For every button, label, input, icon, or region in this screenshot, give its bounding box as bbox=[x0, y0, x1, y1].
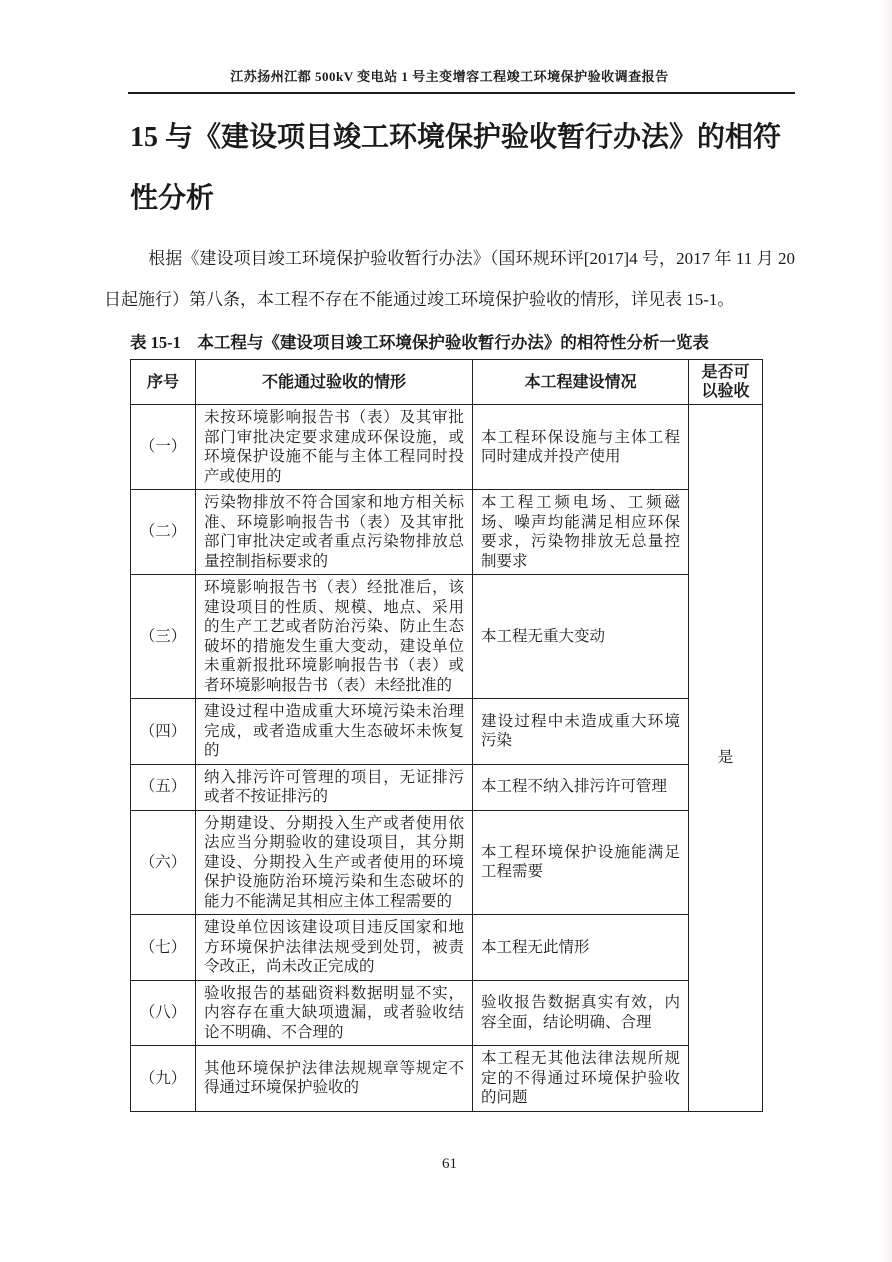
running-header: 江苏扬州江都 500kV 变电站 1 号主变增容工程竣工环境保护验收调查报告 bbox=[230, 69, 669, 84]
status-cell: 本工程无其他法律法规所规定的不得通过环境保护验收的问题 bbox=[473, 1046, 689, 1112]
table-row bbox=[131, 575, 763, 699]
situation-cell: 其他环境保护法律法规规章等规定不得通过环境保护验收的 bbox=[196, 1046, 473, 1112]
row-index-cell: （三） bbox=[131, 575, 196, 699]
table-row bbox=[131, 699, 763, 765]
row-index-cell: （四） bbox=[131, 699, 196, 765]
intro-paragraph: 根据《建设项目竣工环境保护验收暂行办法》（国环规环评[2017]4 号，2017 年 11 月 20 日起施行）第八条，本工程不存在不能通过竣工环境保护验收的情形，详见表 15-1。 bbox=[104, 249, 795, 309]
column-header-situation: 不能通过验收的情形 bbox=[196, 360, 473, 405]
table-caption: 表 15-1 本工程与《建设项目竣工环境保护验收暂行办法》的相符性分析一览表 bbox=[130, 333, 709, 352]
row-index-cell: （九） bbox=[131, 1046, 196, 1112]
situation-cell: 污染物排放不符合国家和地方相关标准、环境影响报告书（表）及其审批部门审批决定或者重点污染物排放总量控制指标要求的 bbox=[196, 490, 473, 575]
situation-cell: 纳入排污许可管理的项目，无证排污或者不按证排污的 bbox=[196, 764, 473, 810]
table-row bbox=[131, 810, 763, 915]
column-header-verdict: 是否可以验收 bbox=[689, 360, 763, 405]
status-cell: 本工程环保设施与主体工程同时建成并投产使用 bbox=[473, 405, 689, 490]
column-header-status: 本工程建设情况 bbox=[473, 360, 689, 405]
scan-edge bbox=[880, 0, 892, 1262]
row-index-cell: （二） bbox=[131, 490, 196, 575]
status-cell: 本工程工频电场、工频磁场、噪声均能满足相应环保要求，污染物排放无总量控制要求 bbox=[473, 490, 689, 575]
status-cell: 验收报告数据真实有效，内容全面，结论明确、合理 bbox=[473, 980, 689, 1046]
status-cell: 本工程无此情形 bbox=[473, 915, 689, 981]
table-row bbox=[131, 490, 763, 575]
row-index-cell: （八） bbox=[131, 980, 196, 1046]
status-cell: 本工程无重大变动 bbox=[473, 575, 689, 699]
table-header-row bbox=[131, 360, 763, 405]
row-index-cell: （五） bbox=[131, 764, 196, 810]
page-number: 61 bbox=[442, 1156, 457, 1172]
situation-cell: 环境影响报告书（表）经批准后，该建设项目的性质、规模、地点、采用的生产工艺或者防治污染、防止生态破坏的措施发生重大变动，建设单位未重新报批环境影响报告书（表）或者环境影响报告书（表）未经批准的 bbox=[196, 575, 473, 699]
compliance-table bbox=[130, 359, 763, 1112]
status-cell: 建设过程中未造成重大环境污染 bbox=[473, 699, 689, 765]
table-row bbox=[131, 980, 763, 1046]
situation-cell: 建设过程中造成重大环境污染未治理完成，或者造成重大生态破坏未恢复的 bbox=[196, 699, 473, 765]
situation-cell: 验收报告的基础资料数据明显不实，内容存在重大缺项遗漏，或者验收结论不明确、不合理的 bbox=[196, 980, 473, 1046]
row-index-cell: （七） bbox=[131, 915, 196, 981]
table-row bbox=[131, 764, 763, 810]
situation-cell: 分期建设、分期投入生产或者使用依法应当分期验收的建设项目，其分期建设、分期投入生产或者使用的环境保护设施防治环境污染和生态破坏的能力不能满足其相应主体工程需要的 bbox=[196, 810, 473, 915]
row-index-cell: （一） bbox=[131, 405, 196, 490]
column-header-index: 序号 bbox=[131, 360, 196, 405]
situation-cell: 建设单位因该建设项目违反国家和地方环境保护法律法规受到处罚，被责令改正，尚未改正完成的 bbox=[196, 915, 473, 981]
table-row bbox=[131, 915, 763, 981]
table-row bbox=[131, 1046, 763, 1112]
header-rule bbox=[128, 92, 795, 94]
page-title: 15 与《建设项目竣工环境保护验收暂行办法》的相符性分析 bbox=[130, 122, 782, 214]
content-area bbox=[104, 0, 795, 1172]
row-index-cell: （六） bbox=[131, 810, 196, 915]
verdict-cell: 是 bbox=[689, 405, 763, 1112]
status-cell: 本工程不纳入排污许可管理 bbox=[473, 764, 689, 810]
situation-cell: 未按环境影响报告书（表）及其审批部门审批决定要求建成环保设施，或环境保护设施不能与主体工程同时投产或使用的 bbox=[196, 405, 473, 490]
table-row bbox=[131, 405, 763, 490]
status-cell: 本工程环境保护设施能满足工程需要 bbox=[473, 810, 689, 915]
